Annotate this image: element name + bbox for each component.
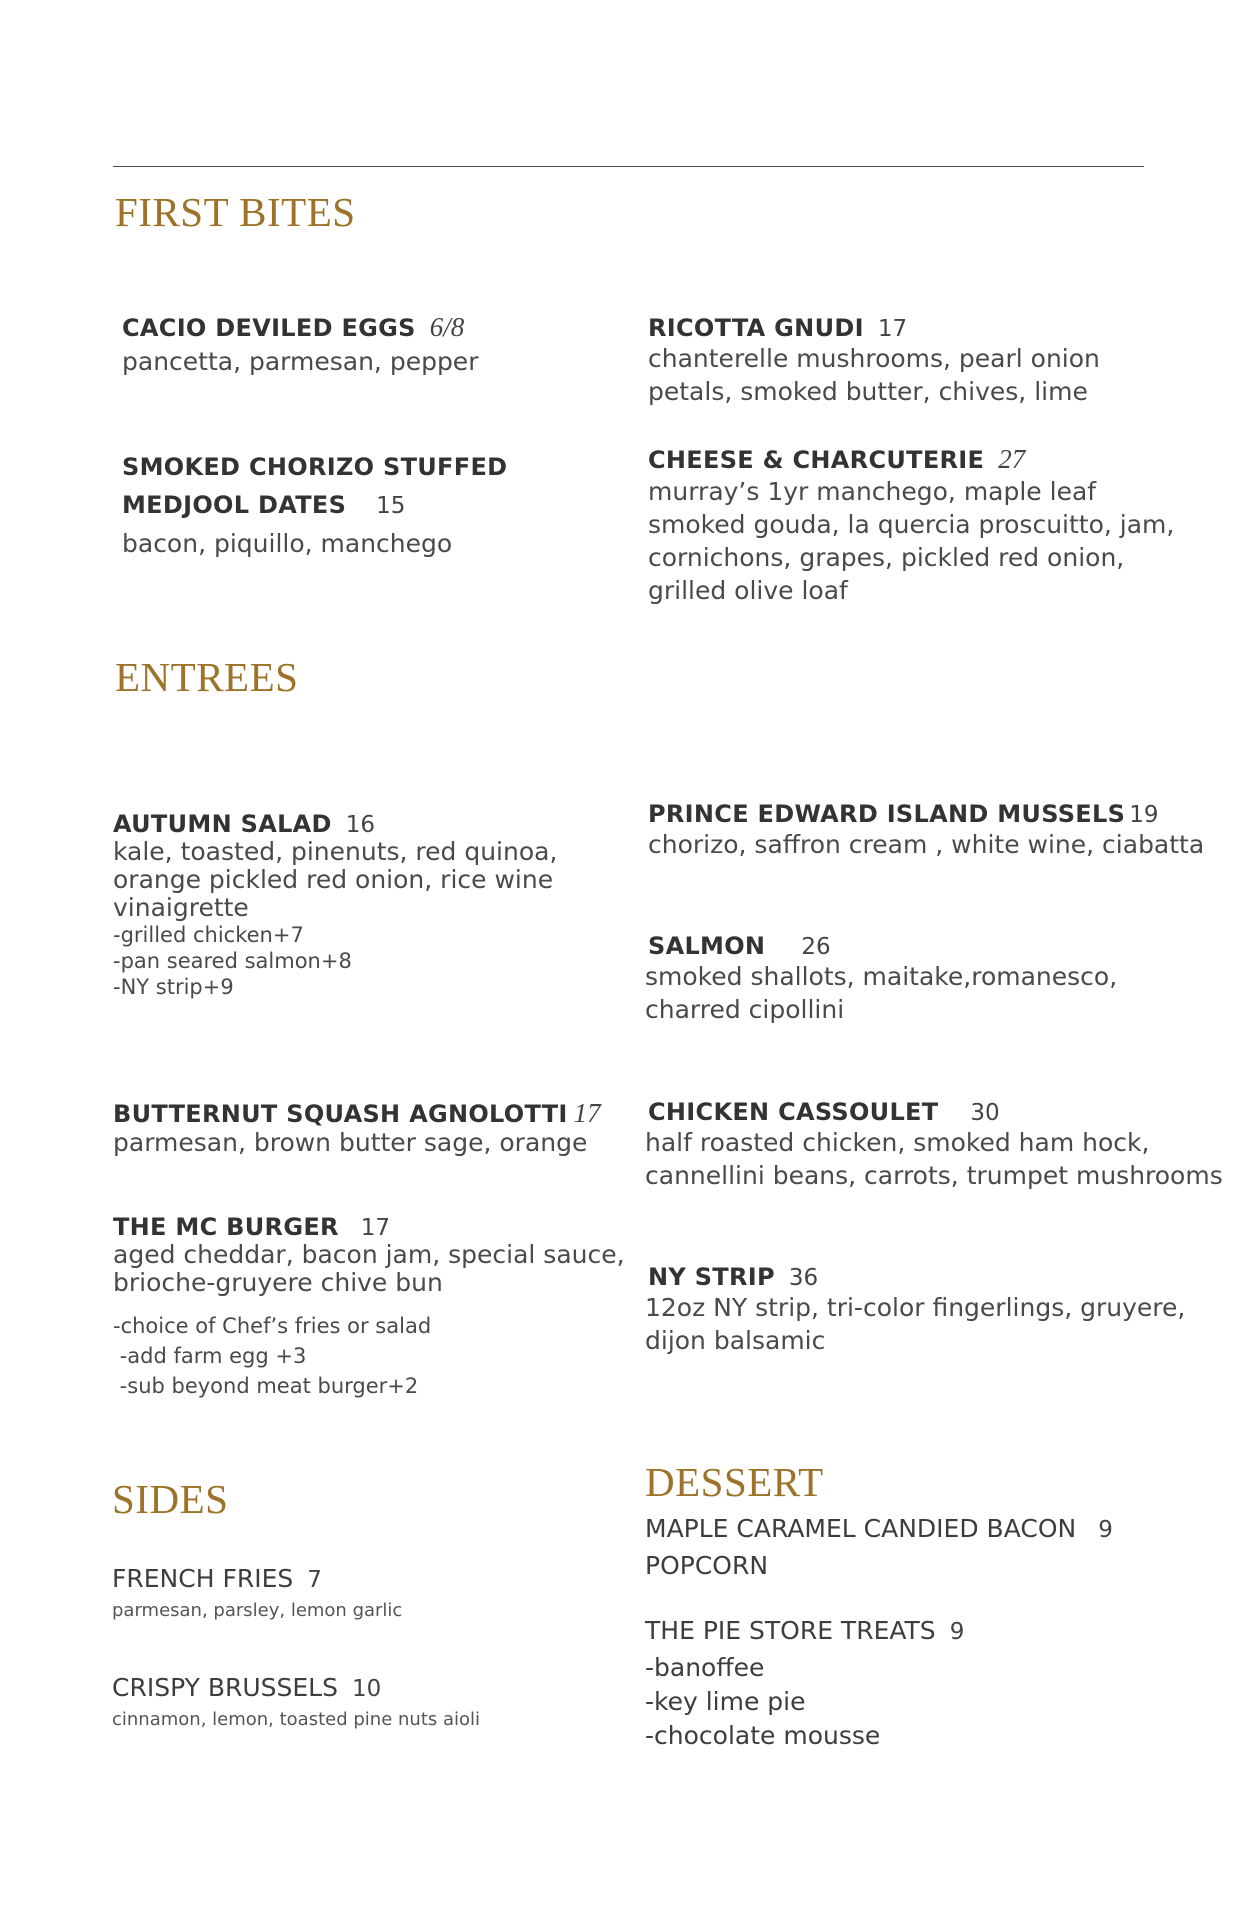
top-divider (113, 166, 1144, 167)
menu-item-salmon (645, 932, 1117, 1026)
item-name-line: MAPLE CARAMEL CANDIED BACON (645, 1514, 1077, 1543)
item-description-line: orange pickled red onion, rice wine (113, 865, 554, 894)
item-price: 6/8 (429, 312, 465, 342)
item-description-line: dijon balsamic (645, 1326, 826, 1355)
menu-item-ricotta-gnudi (648, 314, 1100, 408)
menu-item-autumn-salad (113, 810, 557, 1000)
item-addon: -grilled chicken+7 (113, 923, 304, 947)
item-name-line: POPCORN (645, 1551, 769, 1580)
item-name: AUTUMN SALAD (113, 810, 332, 838)
item-name-line: MEDJOOL DATES (122, 491, 347, 519)
item-description-line: smoked gouda, la quercia proscuitto, jam, (648, 510, 1175, 539)
item-price: 17 (573, 1098, 601, 1128)
item-name: CACIO DEVILED EGGS (122, 314, 416, 342)
item-description-line: murray’s 1yr manchego, maple leaf (648, 477, 1097, 506)
item-name: RICOTTA GNUDI (648, 314, 864, 342)
section-heading-dessert: DESSERT (645, 1459, 824, 1505)
item-price: 16 (345, 812, 376, 838)
item-description-line: charred cipollini (645, 995, 845, 1024)
item-name: CRISPY BRUSSELS (112, 1673, 338, 1702)
item-addon: -NY strip+9 (113, 975, 234, 999)
item-description: parmesan, parsley, lemon garlic (112, 1600, 403, 1621)
menu-item-cheese-charcuterie (648, 444, 1174, 607)
item-name: CHEESE & CHARCUTERIE (648, 446, 985, 474)
item-description-line: cornichons, grapes, pickled red onion, (648, 543, 1125, 572)
item-name: NY STRIP (648, 1263, 775, 1291)
menu-item-pei-mussels (648, 800, 1204, 861)
item-description: cinnamon, lemon, toasted pine nuts aioli (112, 1709, 481, 1730)
item-name: THE PIE STORE TREATS (645, 1616, 936, 1645)
item-price: 9 (1098, 1517, 1113, 1543)
section-heading-sides: SIDES (112, 1476, 229, 1522)
menu-item-butternut-agnolotti (113, 1098, 601, 1157)
item-option: -key lime pie (645, 1687, 806, 1716)
item-price: 15 (376, 493, 406, 519)
menu-item-french-fries (112, 1564, 402, 1623)
item-description-line: grilled olive loaf (648, 576, 848, 605)
item-option: -chocolate mousse (645, 1721, 881, 1750)
menu-item-pie-store-treats (645, 1614, 964, 1753)
item-description-line: kale, toasted, pinenuts, red quinoa, (113, 837, 558, 866)
item-name: PRINCE EDWARD ISLAND MUSSELS (648, 800, 1126, 828)
item-description-line: petals, smoked butter, chives, lime (648, 377, 1088, 406)
item-name: CHICKEN CASSOULET (648, 1098, 939, 1126)
item-price: 30 (970, 1100, 1000, 1126)
section-heading-first-bites: FIRST BITES (115, 189, 356, 235)
item-description: bacon, piquillo, manchego (122, 529, 453, 558)
item-description-line: aged cheddar, bacon jam, special sauce, (113, 1240, 625, 1269)
item-name: THE MC BURGER (113, 1213, 339, 1241)
item-option: -sub beyond meat burger+2 (113, 1374, 419, 1398)
item-price: 26 (801, 934, 831, 960)
menu-item-chicken-cassoulet (645, 1098, 1223, 1192)
menu-item-ny-strip (645, 1263, 1185, 1357)
item-description-line: 12oz NY strip, tri-color fingerlings, gruyere, (645, 1293, 1186, 1322)
item-name: FRENCH FRIES (112, 1564, 294, 1593)
item-addon: -pan seared salmon+8 (113, 949, 352, 973)
item-description-line: brioche-gruyere chive bun (113, 1268, 443, 1297)
item-description: pancetta, parmesan, pepper (122, 347, 479, 376)
item-option: -choice of Chef’s fries or salad (113, 1314, 432, 1338)
item-price: 7 (307, 1567, 322, 1593)
item-description-line: chanterelle mushrooms, pearl onion (648, 344, 1100, 373)
item-description-line: vinaigrette (113, 893, 249, 922)
item-name: BUTTERNUT SQUASH AGNOLOTTI (113, 1100, 568, 1128)
item-description: parmesan, brown butter sage, orange (113, 1128, 588, 1157)
item-price: 27 (998, 444, 1026, 474)
item-price: 10 (351, 1676, 382, 1702)
menu-item-maple-caramel-popcorn (645, 1512, 1113, 1583)
menu-item-cacio-deviled-eggs (122, 312, 478, 378)
item-description-line: smoked shallots, maitake,romanesco, (645, 962, 1118, 991)
item-description-line: half roasted chicken, smoked ham hock, (645, 1128, 1150, 1157)
menu-item-crispy-brussels (112, 1673, 480, 1732)
item-price: 9 (949, 1619, 965, 1645)
menu-item-mc-burger (113, 1213, 625, 1401)
menu-item-chorizo-dates (122, 448, 507, 560)
item-option: -add farm egg +3 (113, 1344, 307, 1368)
item-name: SALMON (648, 932, 766, 960)
item-price: 19 (1129, 802, 1159, 828)
item-name-line: SMOKED CHORIZO STUFFED (122, 453, 508, 481)
item-price: 36 (788, 1265, 819, 1291)
item-description-line: cannellini beans, carrots, trumpet mushrooms (645, 1161, 1223, 1190)
section-heading-entrees: ENTREES (115, 654, 299, 700)
item-price: 17 (360, 1215, 391, 1241)
item-option: -banoffee (645, 1653, 765, 1682)
item-price: 17 (877, 316, 908, 342)
item-description: chorizo, saffron cream , white wine, ciabatta (648, 830, 1205, 859)
